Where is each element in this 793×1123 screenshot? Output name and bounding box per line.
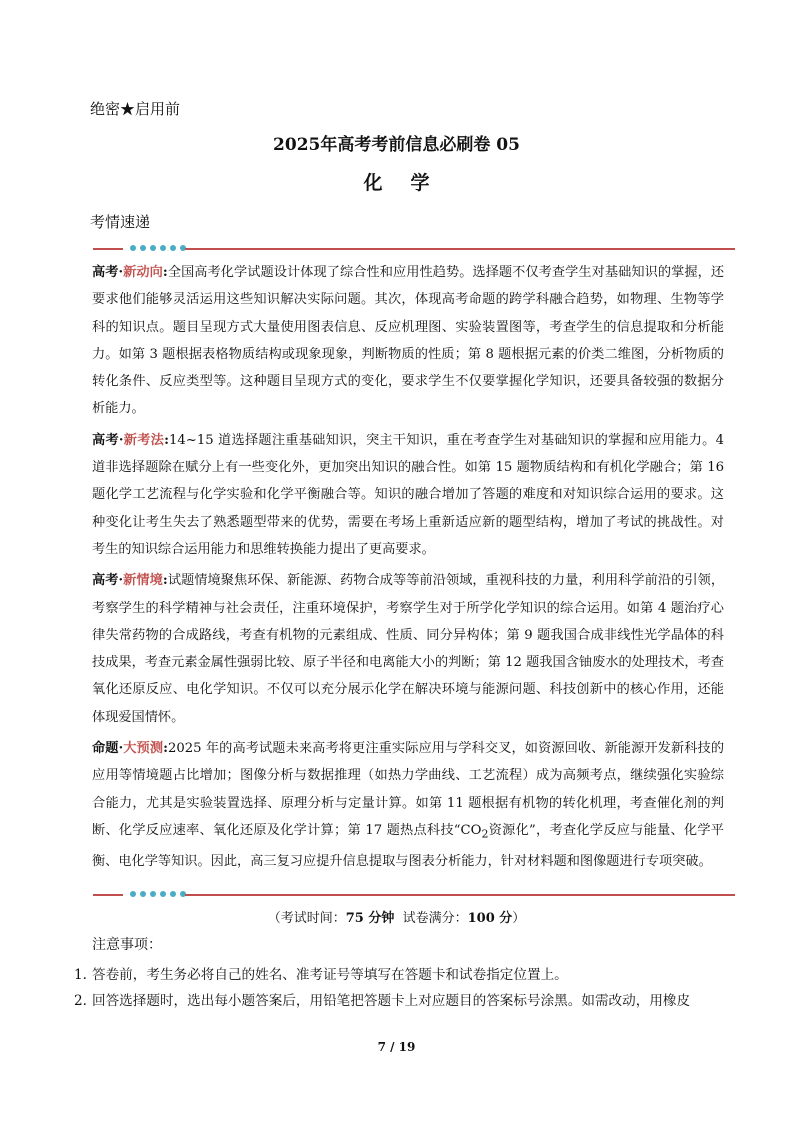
divider-dot	[170, 891, 176, 897]
paragraph-lead: 高考·新动向:	[92, 265, 168, 280]
top-divider	[93, 244, 735, 254]
divider-dot	[150, 245, 156, 251]
divider-dot	[130, 891, 136, 897]
divider-line	[185, 248, 735, 250]
paragraph-body: 全国高考化学试题设计体现了综合性和应用性趋势。选择题不仅考查学生对基础知识的掌握，还要求他们能够灵活运用这些知识解决实际问题。其次，体现高考命题的跨学科融合趋势，如物理、生物等学科的知识点。题目呈现方式大量使用图表信息、反应机理图、实验装置图等，考查学生的信息提取和分析能力。如第 3 题根据表格物质结构或现象现象，判断物质的性质；第 8 题根据元素的价类二维图，分析物质的转化条件、反应类型等。这种题目呈现方式的变化，要求学生不仅要掌握化学知识，还要具备较强的数据分析能力。	[92, 265, 725, 417]
exam-info: （考试时间：75 分钟 试卷满分：100 分）	[267, 911, 526, 926]
confidential-mark: 绝密★启用前	[90, 100, 181, 118]
divider-line	[93, 248, 123, 250]
paragraph-lead: 高考·新情境:	[92, 573, 168, 589]
divider-dots	[130, 891, 186, 897]
divider-dot	[160, 245, 166, 251]
divider-line	[185, 894, 735, 896]
divider-dot	[170, 245, 176, 251]
notes-list	[74, 962, 734, 1014]
bottom-divider	[93, 890, 735, 900]
paragraph-lead: 高考·新考法:	[92, 432, 169, 448]
paragraph-body: 2025 年的高考试题未来高考将更注重实际应用与学科交叉，如资源回收、新能源开发新科技的应用等情境题占比增加；图像分析与数据推理（如热力学曲线、工艺流程）成为高频考点，继续强化实验综合能力，尤其是实验装置选择、原理分析与定量计算。如第 11 题根据有机物的转化机理，考查催化剂的判断、化学反应速率、氧化还原及化学计算；第 17 题热点科技“CO	[92, 741, 725, 838]
paragraph-body: 资源化”，考查化学反应与能量、化学平衡、电化学等知识。因此，高三复习应提升信息提取与图表分析能力，针对材料题和图像题进行专项突破。	[92, 822, 724, 869]
divider-dot	[160, 891, 166, 897]
divider-line	[93, 894, 123, 896]
divider-dot	[140, 245, 146, 251]
notes-heading: 注意事项：	[92, 937, 162, 953]
exam-overview	[92, 259, 724, 879]
overview-paragraph-prediction	[92, 735, 724, 875]
subscript: 2	[481, 827, 489, 841]
exam-title: 2025年高考考前信息必刷卷 05	[273, 135, 520, 155]
overview-paragraph-trend	[92, 259, 724, 423]
divider-dot	[140, 891, 146, 897]
overview-paragraph-context	[92, 567, 724, 731]
divider-dot	[130, 245, 136, 251]
divider-dot	[150, 891, 156, 897]
subject-title: 化学	[363, 172, 458, 194]
paragraph-body: 14~15 道选择题注重基础知识，突主干知识，重在考查学生对基础知识的掌握和应用能力。4 道非选择题除在赋分上有一些变化外，更加突出知识的融合性。如第 15 题物质结构和有机化学融合；第 16 题化学工艺流程与化学实验和化学平衡融合等。知识的融合增加了答题的难度和对知识综合运用的要求。这种变化让考生失去了熟悉题型带来的优势，需要在考场上重新适应新的题型结构，增加了考试的挑战性。对考生的知识综合运用能力和思维转换能力提出了更高要求。	[92, 432, 725, 557]
note-item: 1. 答卷前，考生务必将自己的姓名、准考证号等填写在答题卡和试卷指定位置上。	[74, 967, 568, 983]
paragraph-body: 试题情境聚焦环保、新能源、药物合成等等前沿领域，重视科技的力量，利用科学前沿的引领，考察学生的科学精神与社会责任，注重环境保护，考察学生对于所学化学知识的综合运用。如第 4 题治疗心律失常药物的合成路线，考查有机物的元素组成、性质、同分异构体；第 9 题我国合成非线性光学晶体的科技成果，考查元素金属性强弱比较、原子半径和电离能大小的判断；第 12 题我国含铀废水的处理技术，考查氧化还原反应、电化学知识。不仅可以充分展示化学在解决环境与能源问题、科技创新中的核心作用，还能体现爱国情怀。	[92, 573, 725, 725]
exam-time: 75 分钟	[345, 911, 395, 926]
paragraph-lead: 命题·大预测:	[92, 741, 169, 757]
note-item: 2. 回答选择题时，选出每小题答案后，用铅笔把答题卡上对应题目的答案标号涂黑。如需改动，用橡皮	[74, 993, 691, 1009]
exam-score: 100 分	[467, 911, 513, 926]
page-number: 7 / 19	[377, 1040, 416, 1054]
overview-paragraph-method	[92, 427, 724, 563]
divider-dots	[130, 245, 186, 251]
section-heading: 考情速递	[90, 213, 151, 231]
